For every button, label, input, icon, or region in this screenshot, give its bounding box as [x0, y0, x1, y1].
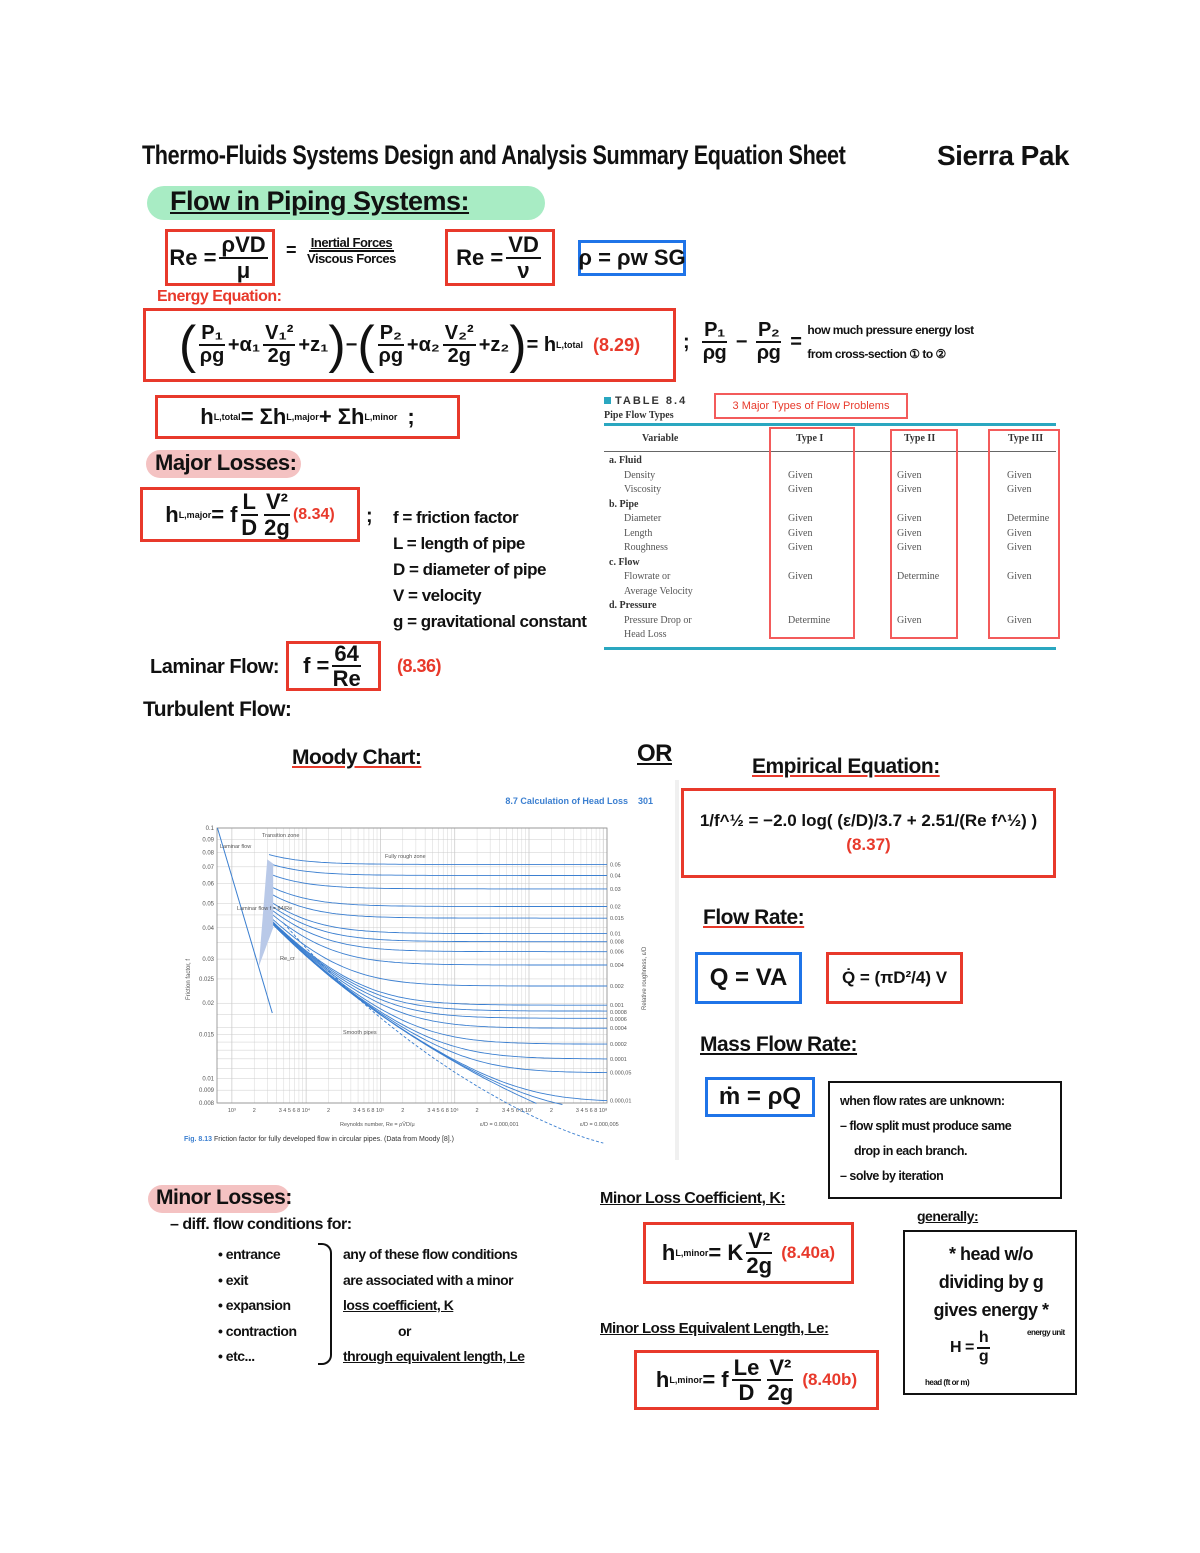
author-name: Sierra Pak	[937, 140, 1069, 171]
energy-eq-box	[143, 308, 676, 382]
y-tick-label: 0.07	[202, 864, 214, 871]
h: h	[977, 1330, 990, 1349]
semicolon: ;	[683, 330, 690, 353]
roughness-label: 0.03	[610, 886, 621, 893]
eq-ref-836: (8.36)	[397, 656, 442, 676]
condition-item: • etc...	[218, 1348, 255, 1364]
note-line: – solve by iteration	[840, 1169, 944, 1183]
two-g: 2g	[447, 345, 471, 367]
plot-frame	[217, 828, 607, 1103]
alpha1: +α₁	[227, 333, 261, 356]
book-page: 301	[637, 796, 653, 806]
pressure-note: from cross-section ① to ②	[807, 347, 946, 361]
energy-label: Energy Equation:	[157, 288, 282, 305]
roughness-label: 0.01	[610, 931, 621, 938]
paren: )	[509, 316, 527, 374]
sub: L,minor	[675, 1248, 709, 1258]
table-cell-variable: d. Pressure	[609, 600, 657, 611]
table-cell: Given	[1007, 542, 1032, 553]
roughness-label: 0.000,05	[610, 1070, 632, 1077]
roughness-label: 0.0004	[610, 1026, 627, 1033]
q-diameter-eq: Q̇ = (πD²/4) V	[841, 968, 948, 987]
two-g: 2g	[767, 1380, 794, 1405]
z2: +z₂	[478, 333, 510, 356]
condition-item: • entrance	[218, 1246, 281, 1262]
minor-k-box	[643, 1222, 854, 1284]
zone-label: Re_cr	[280, 956, 295, 962]
turbulent-label: Turbulent Flow:	[143, 698, 292, 721]
roughness-curve	[269, 904, 607, 942]
y2-axis-label: Relative roughness, ε/D	[642, 946, 648, 1010]
roughness-label: 0.001	[610, 1003, 624, 1010]
moody-label: Moody Chart:	[292, 746, 422, 769]
y-tick-label: 0.025	[198, 976, 214, 983]
sub: L,major	[286, 412, 319, 422]
note-line: when flow rates are unknown:	[840, 1094, 1005, 1108]
h: h	[655, 1367, 670, 1392]
zone-label: Smooth pipes	[343, 1030, 377, 1036]
re-ratio	[286, 236, 399, 265]
le-label: Minor Loss Equivalent Length, Le:	[600, 1320, 829, 1337]
table-header: Type I	[796, 433, 824, 444]
alpha2: +α₂	[406, 333, 440, 356]
den: Re	[332, 666, 361, 691]
eq-ref-840a: (8.40a)	[781, 1243, 836, 1262]
table-cell: Given	[897, 614, 922, 626]
minor-le-box	[634, 1350, 879, 1410]
pressure-note: how much pressure energy lost	[807, 323, 974, 337]
condition-item: • contraction	[218, 1322, 297, 1339]
condition-item: • expansion	[218, 1297, 291, 1313]
paren: (	[357, 316, 375, 374]
re-den: μ	[236, 257, 251, 283]
description-line: are associated with a minor	[343, 1271, 514, 1288]
parallel-flow-note	[828, 1081, 1062, 1199]
definition-item: D = diameter of pipe	[393, 560, 546, 579]
table-cell: Given	[1007, 614, 1032, 626]
major-loss-box	[140, 487, 360, 542]
roughness-curve	[269, 855, 607, 865]
y-tick-label: 0.06	[202, 881, 214, 888]
table-header: Variable	[642, 433, 679, 444]
energy-unit-note: energy unit	[1027, 1328, 1065, 1337]
table-cell: Given	[897, 469, 922, 481]
pipe-flow-types-table	[604, 393, 1056, 651]
description-line: through equivalent length, Le	[343, 1348, 525, 1364]
zone-label: Laminar flow	[220, 844, 252, 850]
sub: L,major	[178, 509, 212, 520]
generally-line: * head w/o	[948, 1244, 1033, 1264]
y-tick-label: 0.05	[202, 901, 214, 908]
table-cell: Determine	[897, 571, 940, 582]
generally-label: generally:	[917, 1208, 979, 1224]
v2: V²	[769, 1354, 792, 1380]
v2: V²	[265, 489, 288, 515]
fig-num: Fig. 8.13	[184, 1136, 213, 1143]
x-tick-label: 2	[252, 1108, 256, 1114]
table-subtitle: Pipe Flow Types	[604, 410, 674, 421]
mass-flow-label: Mass Flow Rate:	[700, 1033, 858, 1056]
y-tick-label: 0.008	[198, 1101, 214, 1107]
major-losses-title: Major Losses:	[155, 450, 297, 475]
description-line: or	[398, 1322, 411, 1339]
density-eq: ρ = ρw SG	[578, 245, 686, 270]
table-cell: Given	[788, 571, 813, 582]
re2-lhs: Re =	[456, 244, 504, 270]
table-rule	[604, 647, 1056, 650]
or-label: OR	[637, 740, 672, 767]
roughness-curve	[269, 920, 607, 1072]
minus: −	[345, 333, 358, 356]
type3-highlight	[988, 429, 1060, 639]
head-unit-note: head (ft or m)	[925, 1378, 970, 1387]
sub: L,minor	[364, 412, 398, 422]
zone-label: Transition zone	[262, 833, 300, 839]
flow-rate-diameter-box	[826, 952, 963, 1004]
table-cell: Given	[1007, 469, 1032, 481]
z1: +z₁	[298, 333, 329, 356]
two-g: 2g	[267, 345, 291, 367]
v1: V₁²	[265, 322, 294, 344]
moody-chart	[180, 780, 679, 1160]
smooth-note: ε/D = 0.000,001	[480, 1122, 519, 1128]
h: h	[200, 404, 214, 429]
roughness-curve	[269, 920, 607, 1044]
roughness-curve	[269, 920, 607, 1100]
head-energy-note	[903, 1230, 1077, 1395]
book-section: 8.7 Calculation of Head Loss	[505, 796, 628, 806]
roughness-curve	[269, 901, 607, 934]
condition-item: • exit	[218, 1271, 248, 1288]
p2: P₂	[379, 322, 402, 344]
sub: L,minor	[669, 1375, 703, 1385]
flow-rate-label: Flow Rate:	[703, 906, 805, 929]
pressure-drop-eq	[683, 318, 974, 366]
table-cell-variable: Viscosity	[624, 484, 662, 495]
y-tick-label: 0.08	[202, 850, 214, 857]
table-cell: Determine	[1007, 513, 1050, 524]
table-cell: Given	[897, 484, 922, 495]
L: L	[242, 489, 256, 515]
x-axis-label: Reynolds number, Re = ρV̄D/μ	[340, 1122, 415, 1128]
semicolon: ;	[366, 505, 373, 527]
roughness-label: 0.04	[610, 873, 621, 880]
definition-item: g = gravitational constant	[393, 612, 587, 631]
caption-text: Friction factor for fully developed flow in circular pipes. (Data from Moody [8].)	[213, 1136, 455, 1143]
table-cell: Given	[788, 469, 813, 481]
g: g	[978, 1347, 989, 1365]
le: Le	[733, 1354, 760, 1380]
y-tick-label: 0.02	[202, 1001, 214, 1008]
generally-line: dividing by g	[938, 1272, 1044, 1292]
section-title-piping: Flow in Piping Systems:	[170, 186, 470, 216]
y-tick-label: 0.03	[202, 957, 214, 964]
x-tick-label: 3 4 5 6 8 10⁵	[353, 1108, 385, 1114]
roughness-label: 0.006	[610, 949, 624, 956]
brace	[318, 1243, 332, 1365]
table-cell-variable: Diameter	[624, 513, 662, 524]
re-num: ρVD	[221, 232, 266, 258]
p1: P₁	[201, 322, 223, 344]
k-label: Minor Loss Coefficient, K:	[600, 1190, 786, 1207]
v2: V²	[748, 1227, 771, 1253]
x-tick-label: 3 4 5 6 8 10⁸	[575, 1108, 608, 1114]
num: 64	[334, 640, 359, 666]
colebrook-wrap	[684, 791, 1053, 875]
y-tick-label: 0.1	[205, 826, 214, 832]
note-line: – flow split must produce same	[840, 1119, 1012, 1133]
f: = f	[211, 501, 238, 527]
roughness-curve	[269, 919, 607, 1028]
zone-label: Fully rough zone	[385, 854, 426, 860]
table-cell-variable: a. Fluid	[609, 455, 642, 466]
minor-intro: – diff. flow conditions for:	[170, 1216, 352, 1233]
y-tick-label: 0.04	[202, 925, 214, 932]
table-marker-icon	[604, 397, 611, 404]
table-cell-variable: Pressure Drop or	[624, 614, 692, 626]
mdot-eq: ṁ = ρQ	[718, 1083, 802, 1110]
x-tick-label: 3 4 5 6 8 10⁶	[427, 1108, 459, 1114]
roughness-label: 0.002	[610, 984, 624, 991]
definition-item: V = velocity	[393, 586, 482, 605]
rho-g: ρg	[702, 342, 727, 364]
p1: P₁	[704, 319, 725, 341]
roughness-label: 0.02	[610, 904, 621, 911]
empirical-label: Empirical Equation:	[752, 755, 940, 778]
paren: (	[178, 316, 197, 374]
description-line: loss coefficient, K	[343, 1297, 454, 1313]
rho-g: ρg	[199, 345, 225, 367]
y-tick-label: 0.009	[198, 1088, 214, 1095]
table-cell-variable: b. Pipe	[609, 498, 639, 510]
rho-g: ρg	[756, 342, 781, 364]
sub: L,total	[213, 412, 241, 422]
roughness-label: 0.05	[610, 862, 621, 869]
table-cell-variable: Roughness	[624, 542, 668, 553]
type2-highlight	[890, 429, 958, 639]
table-cell: Given	[788, 484, 813, 495]
inertial-label: Inertial Forces	[310, 235, 393, 250]
minus: −	[735, 330, 747, 353]
table-cell: Given	[788, 513, 813, 524]
f: f =	[303, 653, 330, 678]
D: D	[241, 514, 258, 540]
roughness-curve	[269, 893, 607, 918]
p2: P₂	[757, 319, 780, 341]
roughness-label: 0.0006	[610, 1017, 627, 1024]
table-cell: Given	[897, 527, 922, 539]
generally-lines	[911, 1240, 1071, 1324]
table-cell: Given	[1007, 484, 1032, 495]
f: = f	[702, 1367, 729, 1392]
density-box	[578, 240, 686, 276]
h: h	[661, 1240, 676, 1265]
definition-item: f = friction factor	[393, 508, 519, 527]
v2: V₂²	[444, 322, 474, 344]
table-cell: Given	[1007, 527, 1032, 539]
laminar-box	[286, 641, 381, 691]
variable-definitions	[393, 505, 586, 635]
description-line: any of these flow conditions	[343, 1246, 518, 1262]
roughness-label: 0.015	[610, 916, 624, 923]
minor-description	[343, 1242, 525, 1370]
table-cell: Given	[897, 513, 922, 524]
laminar-label: Laminar Flow:	[150, 656, 280, 678]
zone-label: Laminar flow f = 64/Re	[237, 906, 293, 912]
definition-item: L = length of pipe	[393, 534, 525, 553]
table-cell: Given	[788, 542, 813, 553]
mass-flow-box	[705, 1077, 815, 1117]
roughness-label: 0.0002	[610, 1042, 627, 1049]
x-tick-label: 2	[401, 1108, 405, 1114]
table-header: Type III	[1008, 433, 1044, 444]
H: H =	[950, 1338, 974, 1356]
table-cell-variable: Head Loss	[624, 629, 667, 640]
table-rule	[604, 423, 1056, 426]
generally-line: gives energy *	[933, 1300, 1049, 1320]
eq-ref-834: (8.34)	[292, 505, 335, 523]
type1-highlight	[769, 427, 855, 639]
re2-num: VD	[508, 232, 539, 258]
minor-losses-title: Minor Losses:	[156, 1186, 292, 1209]
note-line: drop in each branch.	[854, 1144, 967, 1158]
table-cell-variable: Density	[624, 469, 656, 481]
table-tag: TABLE 8.4	[615, 395, 688, 407]
sheet-title: Thermo-Fluids Systems Design and Analysis Summary Equation Sheet	[142, 140, 846, 170]
roughness-label: 0.008	[610, 939, 624, 946]
colebrook-eq: 1/f^½ = −2.0 log( (ε/D)/3.7 + 2.51/(Re f^½) )	[699, 811, 1038, 830]
viscous-label: Viscous Forces	[307, 250, 396, 266]
roughness-curve	[269, 912, 607, 965]
table-cell-variable: Average Velocity	[624, 585, 693, 597]
flow-rate-box	[695, 952, 802, 1004]
roughness-label: 0.004	[610, 962, 624, 969]
colebrook-box	[681, 788, 1056, 878]
moody-plot	[180, 780, 675, 1160]
table-cell: Determine	[788, 614, 831, 626]
table-cell-variable: Flowrate or	[624, 571, 671, 582]
table-tag-wrap	[604, 395, 687, 407]
roughness-label: 0.0008	[610, 1010, 627, 1017]
table-cell: Given	[1007, 571, 1032, 582]
x-tick-label: 2	[549, 1108, 553, 1114]
x-tick-label: 3 4 5 6 8 10⁴	[278, 1108, 311, 1114]
head-loss-sub: L,total	[556, 340, 584, 350]
table-cell-variable: Length	[624, 527, 653, 539]
y-tick-label: 0.015	[198, 1032, 214, 1039]
total-head-loss-box	[155, 395, 460, 439]
roughness-curve	[269, 874, 607, 889]
sum: = Σh	[240, 404, 287, 429]
semicolon: ;	[407, 404, 415, 429]
roughness-curve	[269, 864, 607, 876]
table-callout: 3 Major Types of Flow Problems	[714, 393, 908, 419]
eq-ref-829: (8.29)	[593, 334, 641, 355]
rho-g: ρg	[378, 345, 404, 367]
reynolds-kinematic-box	[445, 229, 555, 286]
re2-den: ν	[517, 257, 530, 283]
table-cell-variable: c. Flow	[609, 556, 640, 568]
paren: )	[328, 316, 346, 374]
y-axis-label: Friction factor, f	[186, 958, 192, 1000]
y-tick-label: 0.01	[202, 1076, 214, 1083]
table-header: Type II	[904, 433, 936, 444]
re-lhs: Re =	[169, 244, 217, 270]
x-tick-label: 2	[326, 1108, 331, 1114]
equals: =	[286, 240, 297, 261]
head-eq	[950, 1330, 993, 1366]
figure-caption	[184, 1136, 454, 1143]
x-tick-label: 3 4 5 6 8 10⁷	[501, 1108, 533, 1114]
two-g: 2g	[264, 514, 290, 540]
head-loss: = h	[526, 333, 557, 356]
transition-zone	[259, 859, 273, 966]
smooth-note: ε/D = 0.000,005	[580, 1122, 619, 1128]
table-cell: Given	[788, 527, 813, 539]
equals: =	[790, 330, 802, 353]
q-eq: Q = VA	[709, 964, 788, 991]
roughness-label: 0.0001	[610, 1056, 627, 1063]
minor-conditions-list	[218, 1242, 297, 1370]
roughness-label: 0.000,01	[610, 1098, 632, 1105]
x-tick-label: 2	[475, 1108, 479, 1114]
eq-ref-837: (8.37)	[846, 835, 891, 854]
k: = K	[708, 1240, 744, 1265]
y-tick-label: 0.09	[202, 837, 214, 844]
h: h	[165, 501, 179, 527]
table-cell: Given	[897, 542, 922, 553]
two-g: 2g	[746, 1253, 773, 1278]
D: D	[738, 1380, 755, 1405]
eq-ref-840b: (8.40b)	[802, 1370, 858, 1389]
x-tick-label: 10³	[227, 1108, 236, 1114]
sum: + Σh	[318, 404, 365, 429]
reynolds-eq-box	[165, 229, 275, 286]
